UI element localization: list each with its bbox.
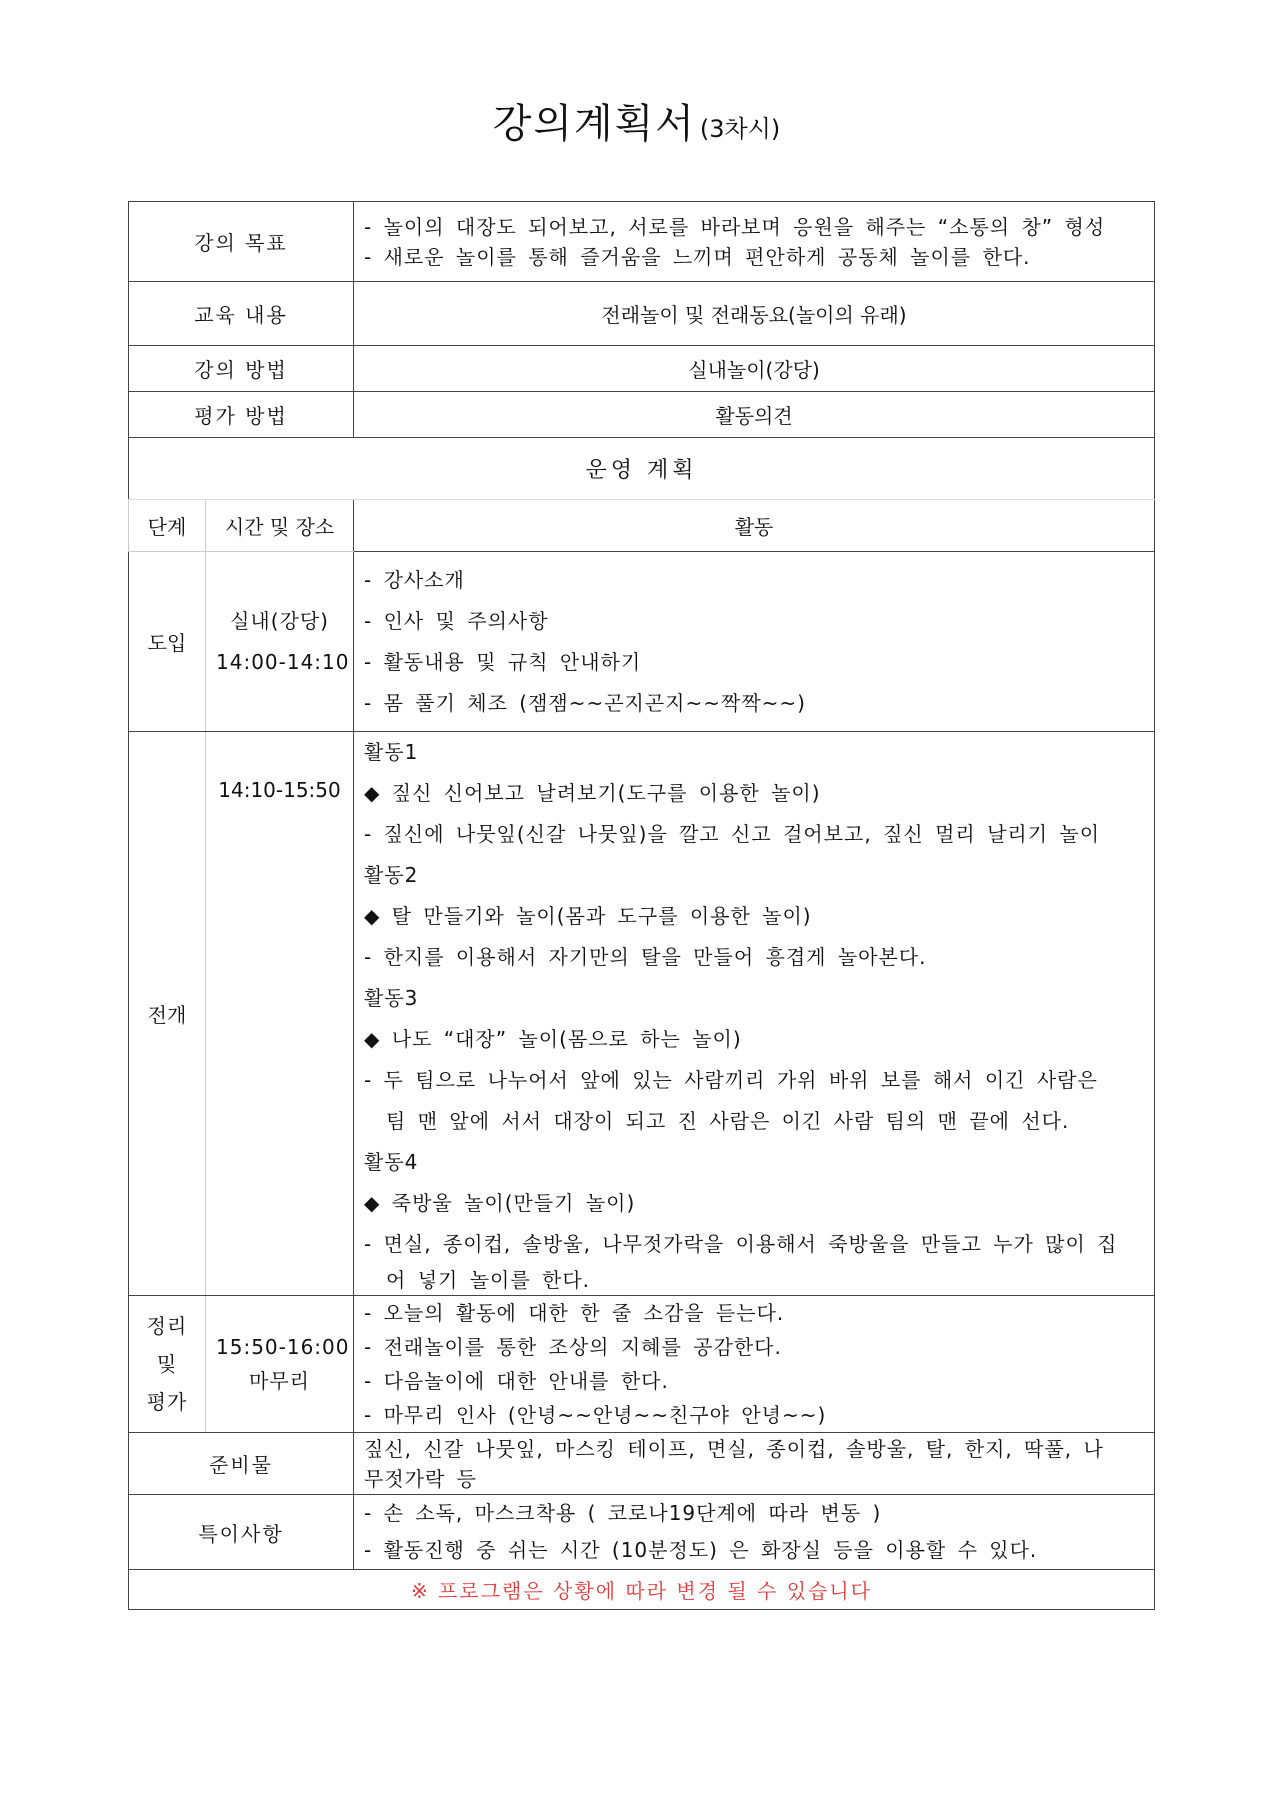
intro-activities	[354, 552, 1155, 732]
develop-line-5: ◆ 탈 만들기와 놀이(몸과 도구를 이용한 놀이)	[364, 904, 812, 928]
develop-line-9: - 두 팀으로 나누어서 앞에 있는 사람끼리 가위 바위 보를 해서 이긴 사람은	[364, 1068, 1098, 1092]
wrap-activities	[354, 1296, 1155, 1433]
intro-line-4: - 몸 풀기 체조 (잼잼~~곤지곤지~~짝짝~~)	[364, 690, 806, 715]
page-title	[0, 92, 1273, 149]
develop-line-1: 활동1	[364, 740, 419, 764]
develop-line-12: ◆ 죽방울 놀이(만들기 놀이)	[364, 1191, 636, 1215]
materials-line-1: 짚신, 신갈 나뭇잎, 마스킹 테이프, 면실, 종이컵, 솔방울, 탈, 한지, 딱풀, 나	[364, 1436, 1104, 1461]
intro-line-1: - 강사소개	[364, 567, 465, 592]
notes-cell	[354, 1495, 1155, 1570]
title-main: 강의계획서	[492, 101, 696, 147]
notes-label: 특이사항	[129, 1495, 354, 1570]
develop-line-10: 팀 맨 앞에 서서 대장이 되고 진 사람은 이긴 사람 팀의 맨 끝에 선다.	[386, 1109, 1070, 1133]
plan-header-row	[129, 500, 1155, 552]
plan-heading: 운영 계획	[129, 438, 1155, 500]
wrap-place: 마무리	[249, 1369, 310, 1393]
wrap-line-2: - 전래놀이를 통한 조상의 지혜를 공감한다.	[364, 1335, 782, 1359]
title-sub: (3차시)	[699, 115, 781, 143]
intro-time-cell	[206, 552, 354, 732]
develop-line-3: - 짚신에 나뭇잎(신갈 나뭇잎)을 깔고 신고 걸어보고, 짚신 멀리 날리기 놀이	[364, 822, 1101, 846]
goal-cell	[354, 202, 1155, 282]
develop-row	[129, 732, 1155, 1296]
content-value: 전래놀이 및 전래동요(놀이의 유래)	[354, 282, 1155, 346]
develop-line-11: 활동4	[364, 1150, 419, 1174]
develop-time: 14:10-15:50	[206, 732, 354, 1296]
eval-value: 활동의견	[354, 392, 1155, 438]
intro-time: 14:00-14:10	[216, 649, 350, 674]
notes-line-1: - 손 소독, 마스크착용 ( 코로나19단계에 따라 변동 )	[364, 1501, 882, 1525]
col-stage-header: 단계	[129, 500, 206, 552]
goal-line-2: - 새로운 놀이를 통해 즐거움을 느끼며 편안하게 공동체 놀이를 한다.	[364, 244, 1031, 269]
wrap-line-1: - 오늘의 활동에 대한 한 줄 소감을 듣는다.	[364, 1301, 785, 1325]
eval-row	[129, 392, 1155, 438]
notes-line-2: - 활동진행 중 쉬는 시간 (10분정도) 은 화장실 등을 이용할 수 있다.	[364, 1538, 1038, 1562]
wrap-row	[129, 1296, 1155, 1433]
develop-activities	[354, 732, 1155, 1296]
plan-heading-row	[129, 438, 1155, 500]
goal-row	[129, 202, 1155, 282]
wrap-stage-3: 평가	[146, 1390, 188, 1414]
notes-row	[129, 1495, 1155, 1570]
develop-line-7: 활동3	[364, 986, 419, 1010]
goal-label: 강의 목표	[129, 202, 354, 282]
eval-label: 평가 방법	[129, 392, 354, 438]
notice-text: ※ 프로그램은 상황에 따라 변경 될 수 있습니다	[129, 1570, 1155, 1610]
wrap-line-3: - 다음놀이에 대한 안내를 한다.	[364, 1369, 669, 1393]
intro-place: 실내(강당)	[230, 608, 329, 633]
materials-label: 준비물	[129, 1433, 354, 1495]
method-value: 실내놀이(강당)	[354, 346, 1155, 392]
intro-line-2: - 인사 및 주의사항	[364, 608, 549, 633]
develop-line-8: ◆ 나도 “대장” 놀이(몸으로 하는 놀이)	[364, 1027, 742, 1051]
materials-line-2: 무젓가락 등	[364, 1466, 477, 1491]
develop-stage: 전개	[129, 732, 206, 1296]
develop-line-4: 활동2	[364, 863, 419, 887]
intro-stage: 도입	[129, 552, 206, 732]
intro-row	[129, 552, 1155, 732]
wrap-stage-2: 및	[156, 1352, 178, 1376]
content-row	[129, 282, 1155, 346]
col-activity-header: 활동	[354, 500, 1155, 552]
wrap-time: 15:50-16:00	[216, 1335, 350, 1359]
content-label: 교육 내용	[129, 282, 354, 346]
col-time-header: 시간 및 장소	[206, 500, 354, 552]
develop-line-13: - 면실, 종이컵, 솔방울, 나무젓가락을 이용해서 죽방울을 만들고 누가 많이 집	[364, 1232, 1118, 1256]
wrap-time-cell	[206, 1296, 354, 1433]
wrap-stage	[129, 1296, 206, 1433]
develop-line-2: ◆ 짚신 신어보고 날려보기(도구를 이용한 놀이)	[364, 781, 821, 805]
wrap-line-4: - 마무리 인사 (안녕~~안녕~~친구야 안녕~~)	[364, 1403, 827, 1427]
goal-line-1: - 놀이의 대장도 되어보고, 서로를 바라보며 응원을 해주는 “소통의 창” 형성	[364, 214, 1106, 239]
wrap-stage-1: 정리	[146, 1314, 188, 1338]
intro-line-3: - 활동내용 및 규칙 안내하기	[364, 649, 642, 674]
notice-row	[129, 1570, 1155, 1610]
develop-line-14: 어 넣기 놀이를 한다.	[386, 1268, 591, 1292]
lesson-plan-table	[128, 201, 1155, 1610]
materials-row	[129, 1433, 1155, 1495]
materials-cell	[354, 1433, 1155, 1495]
develop-line-6: - 한지를 이용해서 자기만의 탈을 만들어 흥겹게 놀아본다.	[364, 945, 927, 969]
method-row	[129, 346, 1155, 392]
method-label: 강의 방법	[129, 346, 354, 392]
